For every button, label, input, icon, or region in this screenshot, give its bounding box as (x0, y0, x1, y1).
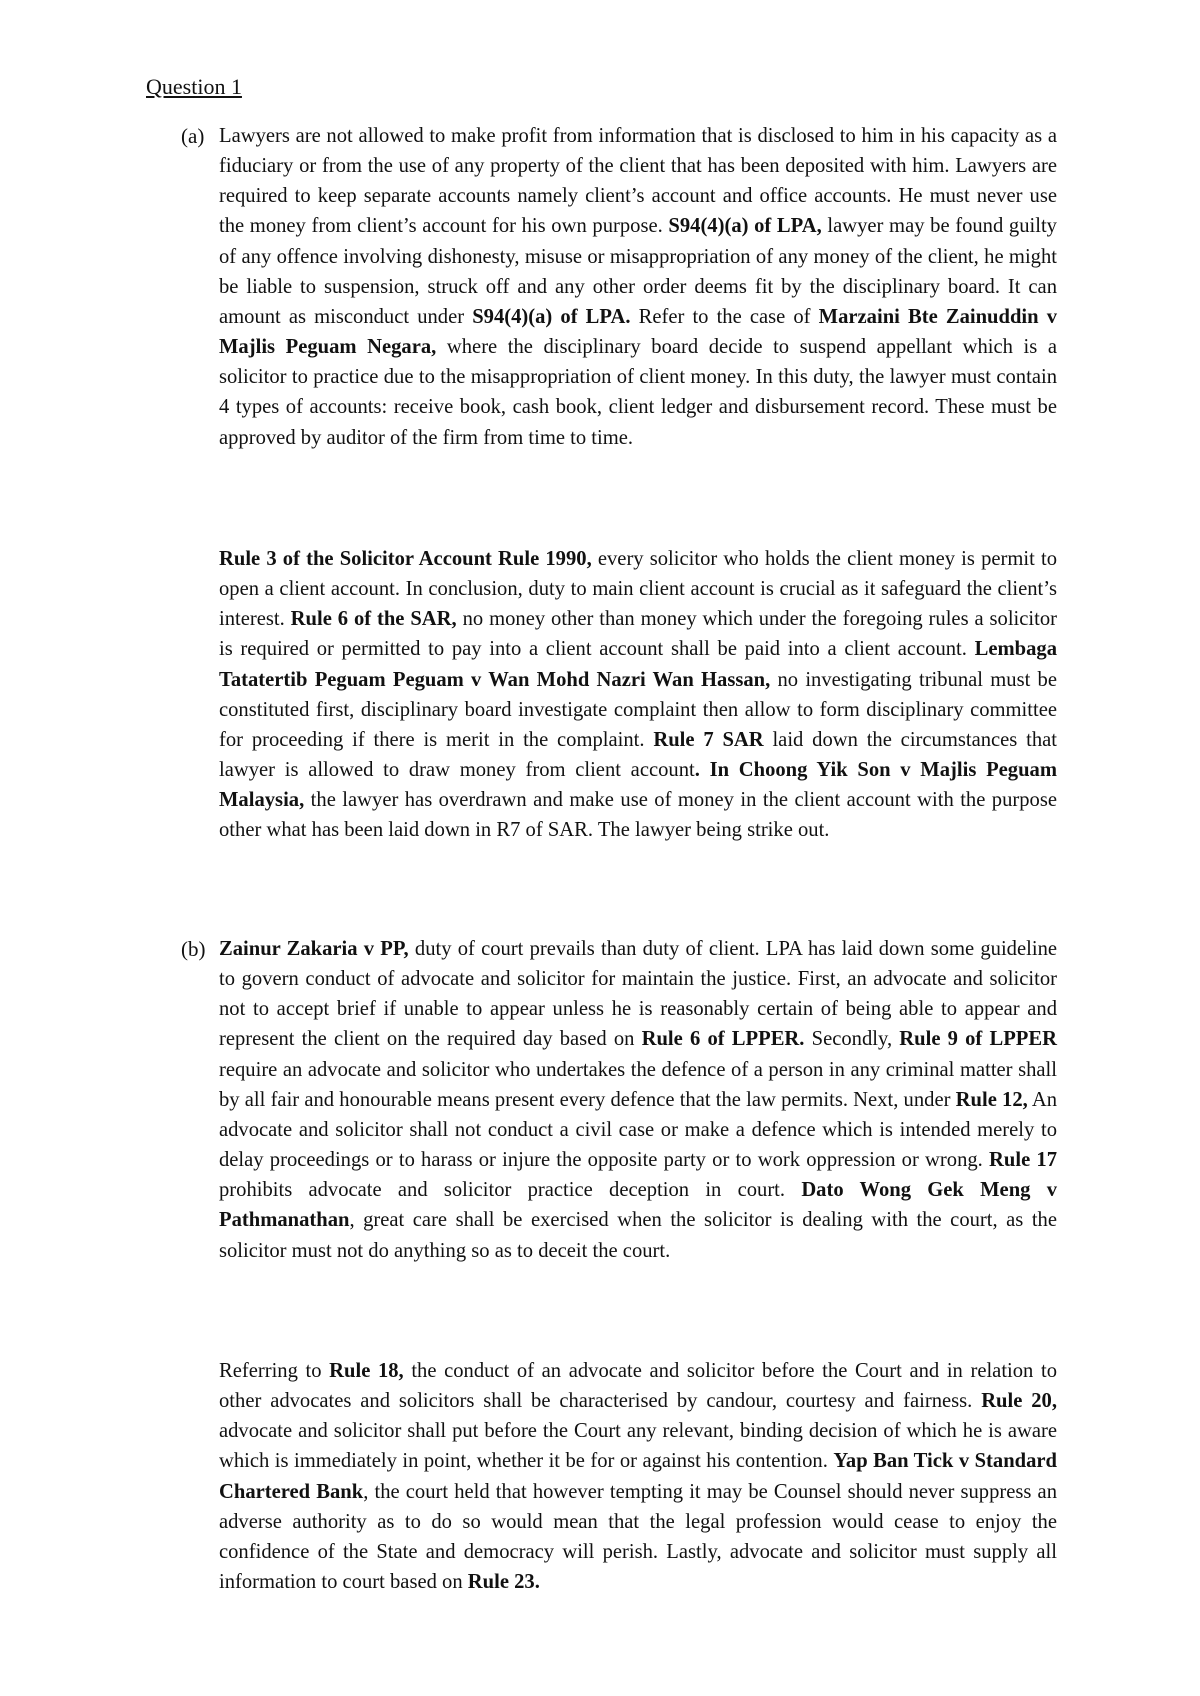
bold-citation: S94(4)(a) of LPA. (472, 305, 631, 328)
bold-citation: Rule 23. (467, 1571, 540, 1594)
text-run: Refer to the case of (630, 305, 819, 328)
text-run: Lawyers are not allowed to make profit from information that is disclosed to him in his capacity as a fiduciary or from the use of any property of the client that has been deposited with him. Lawyers are required to keep separate accounts namely client’s account and office accounts. He must never use the money from client’s account for his own purpose. (219, 125, 1057, 238)
text-run: where the disciplinary board decide to suspend appellant which is a solicitor to practice due to the misappropriation of client money. In this duty, the lawyer must contain 4 types of accounts: receive book, cash book, client ledger and disbursement record. These must be approved by auditor of the firm from time to time. (219, 336, 1057, 449)
item-marker-a: (a) (181, 124, 205, 148)
text-run: require an advocate and solicitor who undertakes the defence of a person in any criminal matter shall by all fair and honourable means present every defence that the law permits. Next, under (219, 1058, 1057, 1111)
bold-citation: Rule 6 of the SAR, (290, 608, 457, 631)
text-run: Secondly, (804, 1028, 900, 1051)
text-run: Referring to (219, 1360, 330, 1382)
paragraph-b-1 (219, 934, 1057, 1266)
bold-citation: Rule 7 SAR (653, 728, 764, 751)
question-title: Question 1 (146, 74, 242, 99)
text-run: An advocate and solicitor shall not conduct a civil case or make a defence which is intended merely to delay proceedings or to harass or injure the opposite party or to work oppression or wrong. (219, 1088, 1057, 1172)
text-run: the conduct of an advocate and solicitor before the Court and in relation to other advocates and solicitors shall be characterised by candour, courtesy and fairness. (219, 1360, 1057, 1413)
text-run: no investigating tribunal must be constituted first, disciplinary board investigate complaint then allow to form disciplinary committee for proceeding if there is merit in the complaint. (219, 668, 1057, 751)
bold-citation: Rule 3 of the Solicitor Account Rule 1990, (219, 548, 592, 570)
bold-citation: Rule 20, (981, 1390, 1057, 1413)
item-marker-b: (b) (181, 937, 206, 961)
text-run: , the court held that however tempting it may be Counsel should never suppress an adverse authority as to do so would mean that the legal profession would cease to enjoy the confidence of the State and democracy will perish. Lastly, advocate and solicitor must supply all information to court based on (219, 1480, 1057, 1594)
bold-citation: Zainur Zakaria v PP, (219, 938, 409, 960)
bold-citation: Rule 18, (329, 1360, 404, 1382)
text-run: no money other than money which under the foregoing rules a solicitor is required or permitted to pay into a client account shall be paid into a client account. (219, 608, 1058, 661)
text-run: laid down the circumstances that lawyer is allowed to draw money from client account (219, 728, 1058, 782)
text-run: , great care shall be exercised when the solicitor is dealing with the court, as the solicitor must not do anything so as to deceit the court. (219, 1209, 1057, 1262)
bold-citation: Marzaini Bte Zainuddin v Majlis Peguam Negara, (219, 305, 1057, 359)
text-run: every solicitor who holds the client money is permit to open a client account. In conclusion, duty to main client account is crucial as it safeguard the client’s interest. (219, 548, 1057, 631)
text-run: duty of court prevails than duty of client. LPA has laid down some guideline to govern conduct of advocate and solicitor for maintain the justice. First, an advocate and solicitor not to accept brief if unable to appear unless he is reasonably certain of being able to appear and represent the client on the required day based on (219, 938, 1058, 1051)
bold-citation: Lembaga Tatatertib Peguam Peguam v Wan Mohd Nazri Wan Hassan, (219, 638, 1057, 691)
text-run: prohibits advocate and solicitor practice deception in court. (219, 1179, 802, 1202)
bold-citation: S94(4)(a) of LPA, (668, 215, 822, 238)
paragraph-a-2 (219, 544, 1057, 846)
bold-citation: Yap Ban Tick v Standard Chartered Bank (219, 1450, 1057, 1503)
bold-citation: Rule 6 of LPPER. (641, 1028, 805, 1051)
bold-citation: . In Choong Yik Son v Majlis Peguam Malaysia, (219, 759, 1057, 812)
text-run: advocate and solicitor shall put before the Court any relevant, binding decision of which he is aware which is immediately in point, whether it be for or against his contention. (219, 1420, 1057, 1473)
bold-citation: Rule 17 (989, 1149, 1057, 1172)
paragraph-b-2 (219, 1356, 1057, 1597)
bold-citation: Rule 12, (955, 1088, 1028, 1111)
bold-citation: Rule 9 of LPPER (899, 1028, 1057, 1051)
text-run: the lawyer has overdrawn and make use of money in the client account with the purpose other what has been laid down in R7 of SAR. The lawyer being strike out. (219, 789, 1057, 842)
paragraph-a-1 (219, 121, 1057, 453)
bold-citation: Dato Wong Gek Meng v Pathmanathan (219, 1179, 1057, 1232)
text-run: lawyer may be found guilty of any offence involving dishonesty, misuse or misappropriation of any money of the client, he might be liable to suspension, struck off and any other order deems fit by the disciplinary board. It can amount as misconduct under (219, 215, 1057, 328)
